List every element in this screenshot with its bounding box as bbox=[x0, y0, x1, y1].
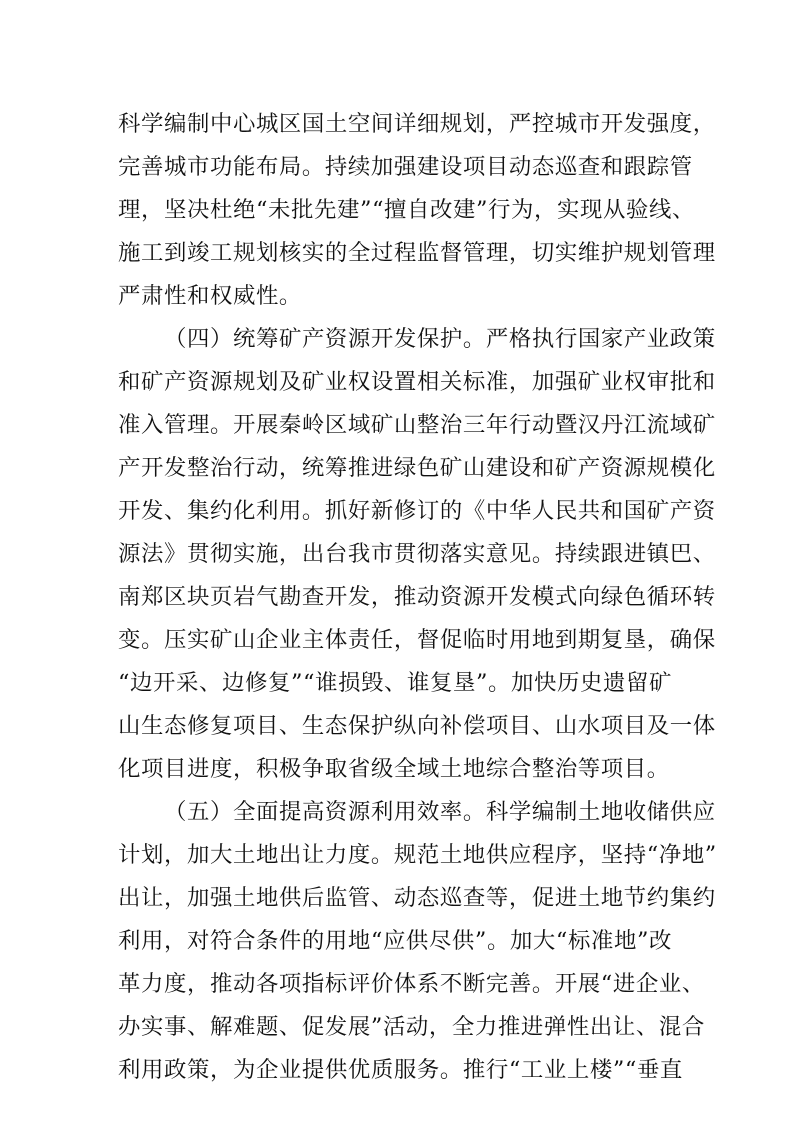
text-line: 利用，对符合条件的用地“应供尽供”。加大“标准地”改 bbox=[118, 928, 672, 954]
text-line: 利用政策，为企业提供优质服务。推行“工业上楼”“垂直 bbox=[118, 1057, 683, 1083]
text-line: “边开采、边修复”“谁损毁、谁复垦”。加快历史遗留矿 bbox=[118, 670, 672, 696]
section-four-heading-line: （四）统筹矿产资源开发保护。严格执行国家产业政策 bbox=[164, 326, 716, 352]
text-line: 科学编制中心城区国土空间详细规划，严控城市开发强度， bbox=[118, 111, 716, 137]
text-line: 和矿产资源规划及矿业权设置相关标准，加强矿业权审批和 bbox=[118, 369, 716, 395]
text-line: 施工到竣工规划核实的全过程监督管理，切实维护规划管理 bbox=[118, 240, 716, 266]
text-line: 革力度，推动各项指标评价体系不断完善。开展“进企业、 bbox=[118, 971, 705, 997]
text-line: 山生态修复项目、生态保护纵向补偿项目、山水项目及一体 bbox=[118, 713, 716, 739]
text-line: 严肃性和权威性。 bbox=[118, 283, 302, 309]
text-line: 出让，加强土地供后监管、动态巡查等，促进土地节约集约 bbox=[118, 885, 716, 911]
text-line: 源法》贯彻实施，出台我市贯彻落实意见。持续跟进镇巴、 bbox=[118, 541, 716, 567]
text-line: 办实事、解难题、促发展”活动，全力推进弹性出让、混合 bbox=[118, 1014, 705, 1040]
text-line: 化项目进度，积极争取省级全域土地综合整治等项目。 bbox=[118, 756, 670, 782]
text-line: 准入管理。开展秦岭区域矿山整治三年行动暨汉丹江流域矿 bbox=[118, 412, 716, 438]
text-line: 产开发整治行动，统筹推进绿色矿山建设和矿产资源规模化 bbox=[118, 455, 716, 481]
text-line: 理，坚决杜绝“未批先建”“擅自改建”行为，实现从验线、 bbox=[118, 197, 695, 223]
text-line: 计划，加大土地出让力度。规范土地供应程序，坚持“净地” bbox=[118, 842, 717, 868]
text-line: 完善城市功能布局。持续加强建设项目动态巡查和跟踪管 bbox=[118, 154, 693, 180]
text-line: 开发、集约化利用。抓好新修订的《中华人民共和国矿产资 bbox=[118, 498, 716, 524]
text-line: 南郑区块页岩气勘查开发，推动资源开发模式向绿色循环转 bbox=[118, 584, 716, 610]
text-line: 变。压实矿山企业主体责任，督促临时用地到期复垦，确保 bbox=[118, 627, 716, 653]
section-five-heading-line: （五）全面提高资源利用效率。科学编制土地收储供应 bbox=[164, 799, 716, 825]
